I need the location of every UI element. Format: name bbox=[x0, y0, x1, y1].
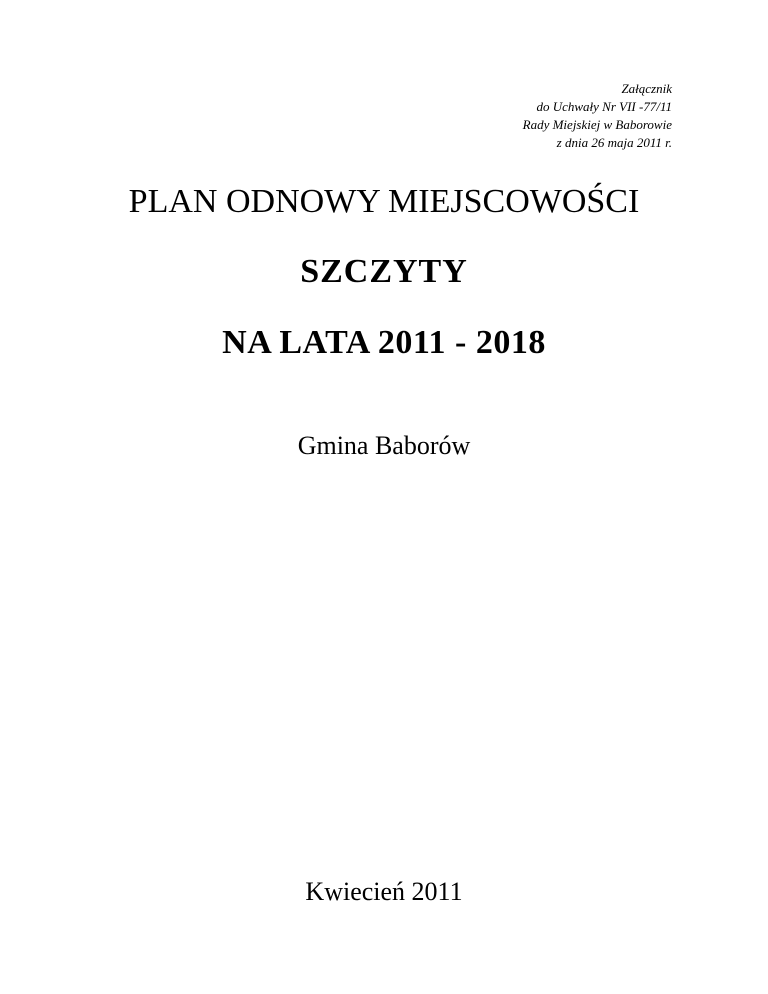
annex-resolution-number: do Uchwały Nr VII -77/11 bbox=[536, 99, 672, 114]
village-name-title: SZCZYTY bbox=[300, 253, 468, 290]
annex-note bbox=[523, 80, 672, 152]
municipality-name: Gmina Baborów bbox=[297, 431, 471, 460]
annex-label: Załącznik bbox=[621, 81, 672, 96]
annex-council-name: Rady Miejskiej w Baborowie bbox=[522, 117, 672, 132]
annex-date: z dnia 26 maja 2011 r. bbox=[556, 135, 672, 150]
document-date: Kwiecień 2011 bbox=[305, 877, 463, 906]
plan-title: PLAN ODNOWY MIEJSCOWOŚCI bbox=[128, 183, 640, 220]
years-range-title: NA LATA 2011 - 2018 bbox=[222, 324, 546, 361]
